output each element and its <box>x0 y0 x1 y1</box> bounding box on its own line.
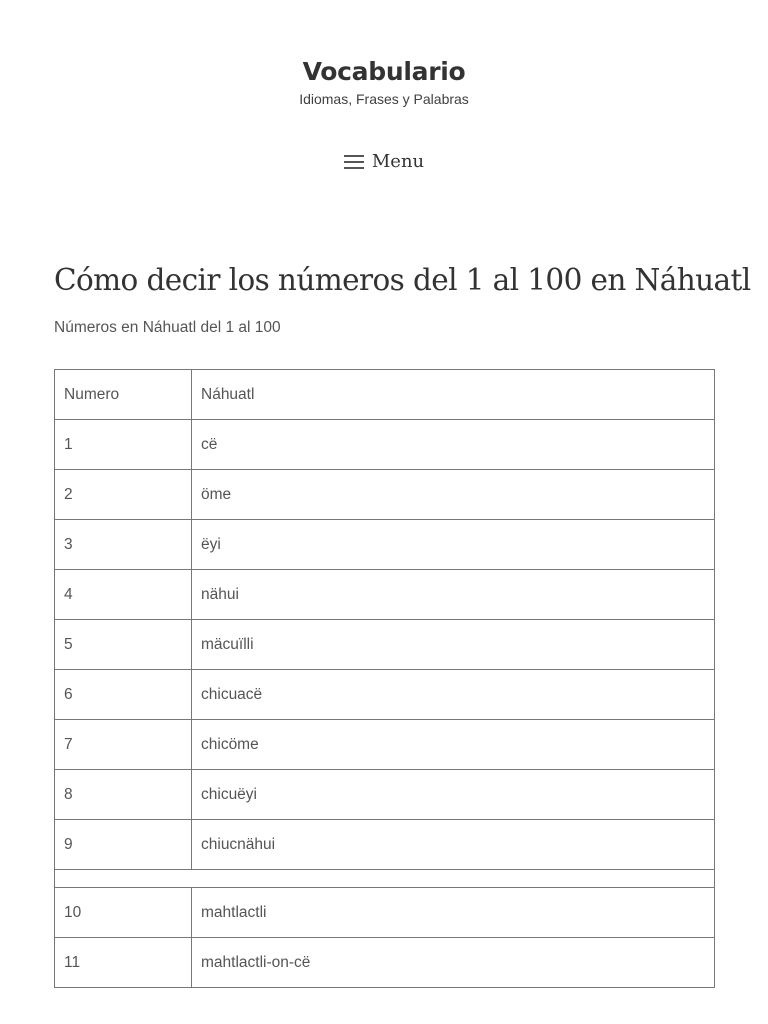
header-number: Numero <box>55 370 192 420</box>
header-nahuatl: Náhuatl <box>192 370 715 420</box>
page-title: Cómo decir los números del 1 al 100 en Náhuatl <box>54 263 751 297</box>
table-row <box>55 520 715 570</box>
cell-nahuatl: cë <box>192 420 715 470</box>
cell-nahuatl: chicuëyi <box>192 770 715 820</box>
table-row <box>55 470 715 520</box>
cell-nahuatl: chicuacë <box>192 670 715 720</box>
cell-nahuatl: chiucnähui <box>192 820 715 870</box>
cell-number: 4 <box>55 570 192 620</box>
numbers-table <box>54 369 715 988</box>
cell-number: 5 <box>55 620 192 670</box>
cell-number: 8 <box>55 770 192 820</box>
table-empty-row <box>55 870 715 888</box>
intro-text: Números en Náhuatl del 1 al 100 <box>54 319 281 336</box>
table-header-row <box>55 370 715 420</box>
table-row <box>55 820 715 870</box>
cell-nahuatl: mahtlactli <box>192 888 715 938</box>
cell-number: 10 <box>55 888 192 938</box>
empty-cell <box>55 870 715 888</box>
cell-number: 2 <box>55 470 192 520</box>
cell-number: 3 <box>55 520 192 570</box>
cell-nahuatl: öme <box>192 470 715 520</box>
cell-number: 7 <box>55 720 192 770</box>
menu-toggle-button[interactable] <box>338 147 430 176</box>
table-row <box>55 570 715 620</box>
cell-number: 6 <box>55 670 192 720</box>
cell-number: 1 <box>55 420 192 470</box>
site-title[interactable]: Vocabulario <box>302 57 466 86</box>
table-row <box>55 888 715 938</box>
cell-nahuatl: chicöme <box>192 720 715 770</box>
cell-nahuatl: mäcuïlli <box>192 620 715 670</box>
menu-label: Menu <box>371 151 425 172</box>
cell-number: 9 <box>55 820 192 870</box>
cell-nahuatl: mahtlactli-on-cë <box>192 938 715 988</box>
site-header <box>0 0 768 176</box>
table-row <box>55 938 715 988</box>
table-row <box>55 420 715 470</box>
site-description: Idiomas, Frases y Palabras <box>299 91 469 107</box>
cell-number: 11 <box>55 938 192 988</box>
hamburger-icon <box>344 154 364 170</box>
table-row <box>55 720 715 770</box>
table-row <box>55 770 715 820</box>
table-row <box>55 620 715 670</box>
table-row <box>55 670 715 720</box>
cell-nahuatl: nähui <box>192 570 715 620</box>
cell-nahuatl: ëyi <box>192 520 715 570</box>
